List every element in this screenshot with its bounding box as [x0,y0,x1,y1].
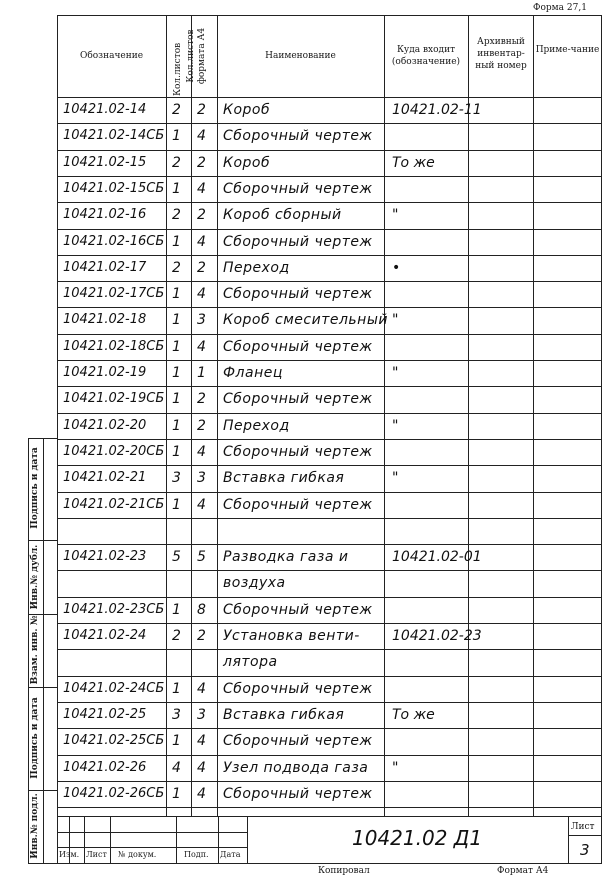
document-code: 10421.02 Д1 [352,826,483,850]
designation-cell: 10421.02-16СБ [63,234,165,249]
sheets-cell: 4 [172,760,181,776]
row-line [57,413,602,414]
where-used-cell: " [392,418,399,434]
name-cell: Вставка гибкая [223,470,345,486]
a4-sheets-cell: 8 [197,602,206,618]
side-label-inv-orig: Инв.№ подл. [30,793,40,859]
row-line [57,150,602,151]
side-label-sign-date-top: Подпись и дата [30,447,40,529]
where-used-cell: " [392,207,399,223]
sheets-cell: 1 [172,497,181,513]
designation-cell: 10421.02-25 [63,707,147,722]
sheets-cell: 1 [172,365,181,381]
row-line [57,728,602,729]
col-line-1 [166,15,167,816]
sheet-number: 3 [580,841,590,859]
a4-sheets-cell: 4 [197,286,206,302]
sheets-cell: 3 [172,470,181,486]
name-cell: Короб [223,102,271,118]
col-line-6 [533,15,534,816]
row-line [57,597,602,598]
tb-col-list: Лист [86,850,107,859]
a4-sheets-cell: 2 [197,207,206,223]
designation-cell: 10421.02-15СБ [63,181,165,196]
name-cell: Переход [223,418,290,434]
header-divider [57,97,602,98]
sheets-cell: 1 [172,286,181,302]
name-cell: Короб [223,155,271,171]
sheets-cell: 1 [172,312,181,328]
row-line [57,544,602,545]
where-used-cell: " [392,470,399,486]
tb-col-sign: Подп. [184,850,209,859]
side-block-left [28,438,29,863]
row-line [57,202,602,203]
tb-col-doc: № докум. [118,850,157,859]
row-line [57,702,602,703]
row-line [57,781,602,782]
row-line [57,465,602,466]
where-used-cell: То же [392,707,435,723]
name-cell: Сборочный чертеж [223,602,373,618]
designation-cell: 10421.02-14СБ [63,128,165,143]
name-cell: Сборочный чертеж [223,733,373,749]
row-line [57,123,602,124]
sheets-cell: 2 [172,628,181,644]
a4-sheets-cell: 2 [197,260,206,276]
name-cell: Сборочный чертеж [223,286,373,302]
sheets-cell: 3 [172,707,181,723]
name-cell: Сборочный чертеж [223,786,373,802]
a4-sheets-cell: 1 [197,365,206,381]
designation-cell: 10421.02-17СБ [63,286,165,301]
name-cell: воздуха [223,575,286,591]
a4-sheets-cell: 4 [197,733,206,749]
a4-sheets-cell: 2 [197,102,206,118]
header-a4-sheets: Кол.листов формата А4 [186,27,207,85]
designation-cell: 10421.02-14 [63,102,147,117]
header-designation: Обозначение [79,51,144,61]
name-cell: Сборочный чертеж [223,497,373,513]
tb-sheet-col [568,816,569,863]
designation-cell: 10421.02-26 [63,760,147,775]
a4-sheets-cell: 3 [197,312,206,328]
tb-col-6 [247,816,248,863]
sheets-cell: 2 [172,102,181,118]
designation-cell: 10421.02-18СБ [63,339,165,354]
where-used-cell: 10421.02-23 [392,628,482,644]
name-cell: Сборочный чертеж [223,128,373,144]
sheets-cell: 1 [172,339,181,355]
a4-sheets-cell: 4 [197,786,206,802]
col-line-2 [191,15,192,816]
header-name: Наименование [265,51,336,61]
name-cell: Короб смесительный [223,312,388,328]
tb-col-izm: Изм. [59,850,80,859]
name-cell: Узел подвода газа [223,760,369,776]
sheets-cell: 1 [172,444,181,460]
row-line [57,360,602,361]
footer-copied: Копировал [318,866,370,876]
designation-cell: 10421.02-18 [63,312,147,327]
designation-cell: 10421.02-23 [63,549,147,564]
a4-sheets-cell: 2 [197,418,206,434]
name-cell: Сборочный чертеж [223,391,373,407]
designation-cell: 10421.02-15 [63,155,147,170]
designation-cell: 10421.02-16 [63,207,147,222]
a4-sheets-cell: 4 [197,339,206,355]
designation-cell: 10421.02-17 [63,260,147,275]
name-cell: Фланец [223,365,283,381]
tb-col-date: Дата [220,850,241,859]
name-cell: Разводка газа и [223,549,349,565]
designation-cell: 10421.02-20СБ [63,444,165,459]
a4-sheets-cell: 5 [197,549,206,565]
side-block-right [43,438,44,863]
name-cell: Переход [223,260,290,276]
where-used-cell: 10421.02-01 [392,549,482,565]
name-cell: лятора [223,654,278,670]
row-line [57,807,602,808]
row-line [57,649,602,650]
sheets-cell: 1 [172,733,181,749]
side-label-inv-dup: Инв.№ дубл. [30,544,40,610]
row-line [57,623,602,624]
form-label: Форма 27,1 [533,3,587,13]
designation-cell: 10421.02-23СБ [63,602,165,617]
row-line [57,229,602,230]
row-line [57,176,602,177]
name-cell: Сборочный чертеж [223,234,373,250]
side-label-sign-date-bottom: Подпись и дата [30,697,40,779]
sheets-cell: 1 [172,234,181,250]
row-line [57,307,602,308]
tb-col-2 [84,816,85,863]
row-line [57,518,602,519]
designation-cell: 10421.02-24СБ [63,681,165,696]
a4-sheets-cell: 4 [197,497,206,513]
col-line-5 [468,15,469,816]
frame-bottom [57,863,602,864]
sheets-cell: 2 [172,207,181,223]
header-archive: Архивный инвентар-ный номер [475,37,527,71]
footer-format: Формат А4 [497,866,549,876]
designation-cell: 10421.02-19СБ [63,391,165,406]
name-cell: Сборочный чертеж [223,444,373,460]
name-cell: Короб сборный [223,207,342,223]
a4-sheets-cell: 2 [197,391,206,407]
sheets-cell: 1 [172,128,181,144]
designation-cell: 10421.02-24 [63,628,147,643]
a4-sheets-cell: 4 [197,444,206,460]
row-line [57,570,602,571]
a4-sheets-cell: 4 [197,181,206,197]
a4-sheets-cell: 4 [197,760,206,776]
row-line [57,439,602,440]
row-line [57,676,602,677]
designation-cell: 10421.02-26СБ [63,786,165,801]
sheets-cell: 1 [172,181,181,197]
row-line [57,492,602,493]
sheets-cell: 2 [172,260,181,276]
where-used-cell: • [392,260,401,276]
sheets-cell: 1 [172,681,181,697]
name-cell: Сборочный чертеж [223,181,373,197]
sheet-label: Лист [571,822,595,832]
frame-top [57,15,602,16]
row-line [57,386,602,387]
a4-sheets-cell: 4 [197,234,206,250]
header-note: Приме-чание [535,45,600,55]
side-label-replace-inv: Взам. инв. № [30,615,40,685]
header-sheets: Кол.листов [173,42,183,96]
name-cell: Установка венти- [223,628,360,644]
designation-cell: 10421.02-20 [63,418,147,433]
where-used-cell: 10421.02-11 [392,102,482,118]
row-line [57,281,602,282]
sheets-cell: 1 [172,786,181,802]
row-line [57,334,602,335]
tb-col-5 [218,816,219,863]
row-line [57,255,602,256]
where-used-cell: " [392,760,399,776]
a4-sheets-cell: 4 [197,128,206,144]
designation-cell: 10421.02-21СБ [63,497,165,512]
a4-sheets-cell: 4 [197,681,206,697]
name-cell: Сборочный чертеж [223,681,373,697]
sheets-cell: 1 [172,391,181,407]
row-line [57,755,602,756]
col-line-3 [217,15,218,816]
designation-cell: 10421.02-25СБ [63,733,165,748]
a4-sheets-cell: 3 [197,470,206,486]
tb-sheet-line [568,835,602,836]
designation-cell: 10421.02-21 [63,470,147,485]
titleblock-top [57,816,602,817]
a4-sheets-cell: 3 [197,707,206,723]
where-used-cell: " [392,365,399,381]
sheets-cell: 2 [172,155,181,171]
name-cell: Сборочный чертеж [223,339,373,355]
sheets-cell: 1 [172,602,181,618]
where-used-cell: То же [392,155,435,171]
a4-sheets-cell: 2 [197,155,206,171]
tb-col-3 [110,816,111,863]
tb-col-4 [176,816,177,863]
designation-cell: 10421.02-19 [63,365,147,380]
name-cell: Вставка гибкая [223,707,345,723]
where-used-cell: " [392,312,399,328]
header-where-used: Куда входит (обозначение) [391,45,461,67]
sheets-cell: 5 [172,549,181,565]
a4-sheets-cell: 2 [197,628,206,644]
sheets-cell: 1 [172,418,181,434]
col-line-4 [384,15,385,816]
